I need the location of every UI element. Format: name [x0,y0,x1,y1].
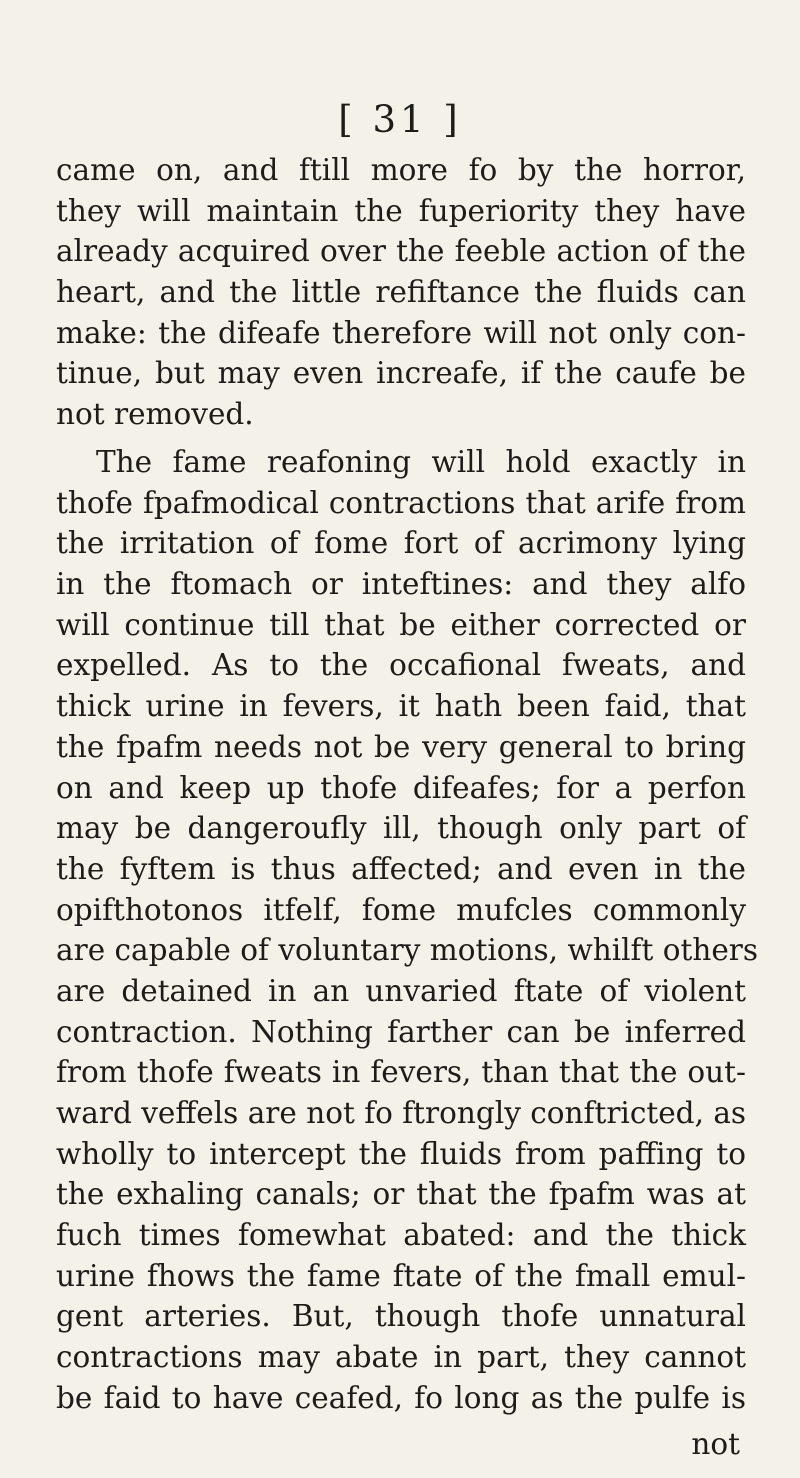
text-line: will continue till that be either corrected or [56,607,746,642]
page-number: [ 31 ] [338,98,462,141]
text-line: came on, and ftill more fo by the horror, [56,153,746,187]
text-line: the irritation of fome fort of acrimony lying [56,526,746,561]
text-line: are capable of voluntary motions, whilft others [56,933,759,968]
catchword: not [691,1427,740,1461]
text-line: from thofe fweats in fevers, than that the out- [56,1055,746,1090]
paragraph-2 [56,442,759,1419]
text-line: thick urine in fevers, it hath been faid, that [56,689,746,724]
text-line: tinue, but may even increafe, if the caufe be [56,356,746,391]
text-line: make: the difeafe therefore will not only con- [56,315,746,350]
text-line: urine fhows the fame ftate of the fmall emul- [56,1258,746,1293]
text-line: the exhaling canals; or that the fpafm was at [56,1177,746,1212]
text-line: are detained in an unvaried ftate of violent [56,973,746,1008]
text-line: be faid to have ceafed, fo long as the pulfe is [56,1380,746,1415]
text-line: The fame reafoning will hold exactly in [96,445,746,479]
text-line: already acquired over the feeble action of the [56,234,746,269]
text-line: thofe fpafmodical contractions that arife from [56,485,746,520]
text-line: not removed. [56,397,254,432]
paragraph-1 [56,150,746,435]
text-line: they will maintain the fuperiority they have [56,193,746,228]
text-line: opifthotonos itfelf, fome mufcles commonly [56,892,746,927]
text-line: expelled. As to the occafional fweats, and [56,648,746,683]
text-line: contractions may abate in part, they cannot [56,1340,746,1375]
text-line: in the ftomach or inteftines: and they alfo [56,567,746,602]
text-line: may be dangeroufly ill, though only part of [56,811,746,846]
text-line: gent arteries. But, though thofe unnatural [56,1299,746,1334]
text-line: the fyftem is thus affected; and even in the [56,851,746,886]
text-line: the fpafm needs not be very general to bring [56,729,746,764]
text-line: contraction. Nothing farther can be inferred [56,1014,746,1049]
text-line: ward veffels are not fo ftrongly conftricted, as [56,1096,747,1130]
text-line: heart, and the little refiftance the fluids can [56,275,746,310]
text-line: wholly to intercept the fluids from paffing to [56,1136,746,1171]
text-line: on and keep up thofe difeafes; for a perfon [56,770,746,805]
text-line: fuch times fomewhat abated: and the thick [56,1218,746,1253]
